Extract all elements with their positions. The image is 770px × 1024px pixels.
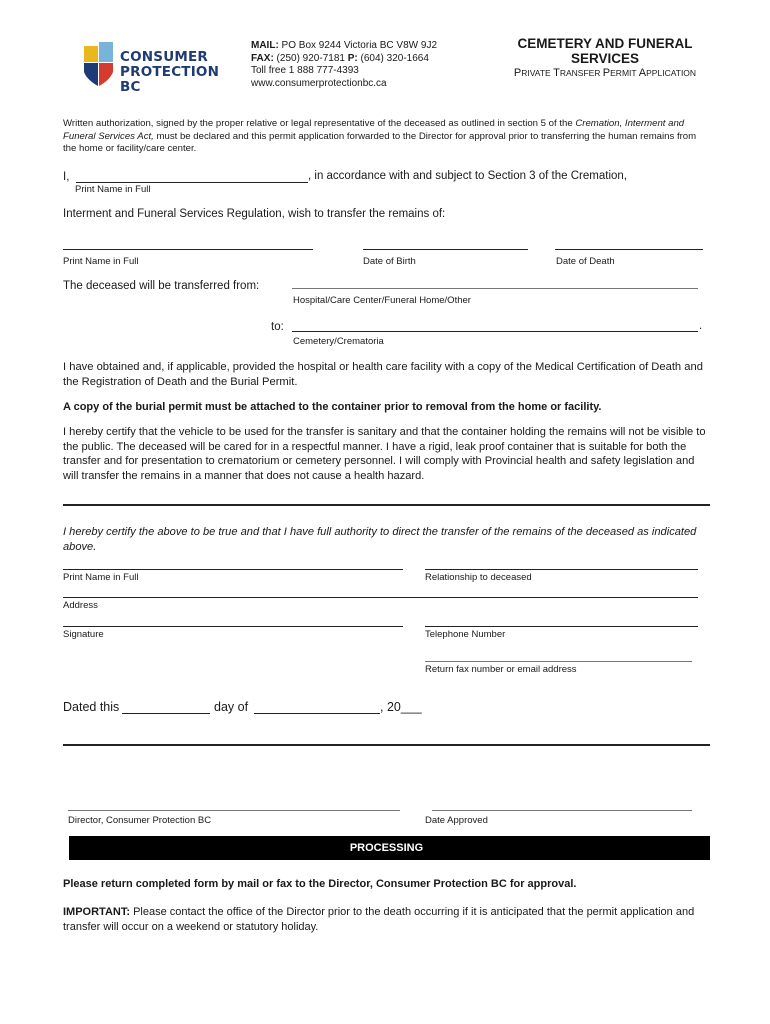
return-contact-caption: Return fax number or email address [425,664,577,675]
intro-text-a: Written authorization, signed by the proper relative or legal representative of the deceased as outlined in section 5 of the [63,118,576,129]
sub-7: A [638,67,647,79]
declarant-name-field[interactable] [76,182,308,183]
certify-true-paragraph: I hereby certify the above to be true and that I have full authority to direct the transfer of the remains of the deceased as indicated above. [63,526,697,553]
address-field[interactable] [63,597,698,598]
form-title-line-1: CEMETERY AND FUNERAL [517,36,693,51]
shield-icon [84,42,114,88]
sub-1: P [513,67,522,79]
section-divider [63,504,710,506]
consumer-protection-bc-logo [82,40,242,95]
sub-4: RANSFER [559,68,603,78]
day-field[interactable] [122,713,210,714]
telephone-field[interactable] [425,626,698,627]
intro-text-b: must be declared and this permit application forwarded to the Director for approval prior to transferring the human remains from the home or facility/care center. [63,130,697,154]
sub-5: P [602,67,611,79]
relationship-caption: Relationship to deceased [425,572,532,583]
return-note: Please return completed form by mail or fax to the Director, Consumer Protection BC for approval. [63,878,577,890]
signature-caption: Signature [63,629,104,640]
director-signature-field[interactable] [68,810,400,811]
regulation-text: Interment and Funeral Services Regulation, wish to transfer the remains of: [63,208,446,220]
transferred-from-label: The deceased will be transferred from: [63,280,260,292]
return-contact-field[interactable] [425,661,692,662]
date-of-death-field[interactable] [555,249,703,250]
deceased-name-caption: Print Name in Full [63,256,139,267]
accordance-text: , in accordance with and subject to Section 3 of the Cremation, [308,170,627,182]
certify-vehicle-paragraph: I hereby certify that the vehicle to be used for the transfer is sanitary and that the container holding the remains will not be visible to the public. The deceased will be cared for in a respectful manner. I have a rigid, leak proof container that is suitable for both the transfer and for presentation to crematorium or cemetery personnel. I will comply with Provincial health and safety legislation and will transfer the remains in a manner that does not cause a health hazard. [63,426,706,482]
date-of-death-caption: Date of Death [556,256,615,267]
form-title-line-2: SERVICES [570,51,640,66]
to-caption: Cemetery/Crematoria [293,336,384,347]
obtained-paragraph: I have obtained and, if applicable, provided the hospital or health care facility with a copy of the Medical Certification of Death and the Registration of Death and the Burial Permit. [63,361,703,388]
fax-line [251,53,437,66]
processing-bar [63,836,710,860]
date-of-birth-caption: Date of Birth [363,256,416,267]
dated-this-label: Dated this [63,700,120,714]
mail-value: PO Box 9244 Victoria BC V8W 9J2 [278,40,438,51]
logo-wordmark [120,50,242,95]
director-caption: Director, Consumer Protection BC [68,815,212,826]
logo-line-1: CONSUMER [120,49,209,65]
phone-label: P: [347,52,358,64]
from-caption: Hospital/Care Center/Funeral Home/Other [293,295,471,306]
toll-free: Toll free 1 888 777-4393 [251,65,359,76]
important-text: Please contact the office of the Director prior to the death occurring if it is anticipated that the permit application and transfer will occur on a weekend or statutory holiday. [63,906,695,933]
print-name-caption: Print Name in Full [75,184,151,195]
sub-6: ERMIT [610,68,639,78]
relationship-field[interactable] [425,569,698,570]
i-label: I, [63,171,70,183]
sub-3: T [553,67,560,79]
website: www.consumerprotectionbc.ca [251,77,387,89]
intro-paragraph [63,118,708,156]
contact-block [251,40,437,90]
month-field[interactable] [254,713,380,714]
mail-label: MAIL: [251,40,279,51]
fax-label: FAX: [251,52,274,64]
act-name: Cremation, Interment and Funeral Services Act, [63,118,685,142]
important-note [63,905,708,934]
form-subtitle [470,67,740,79]
form-title [470,36,740,66]
processing-label: PROCESSING [349,842,424,854]
sub-2: RIVATE [521,68,554,78]
day-of-label: day of [214,700,249,714]
mail-line [251,40,437,53]
date-approved-caption: Date Approved [425,815,488,826]
signature-field[interactable] [63,626,403,627]
address-caption: Address [63,600,98,611]
phone-value: (604) 320-1664 [357,52,429,64]
transfer-to-field[interactable] [292,331,698,332]
to-period: . [699,320,703,332]
year-field[interactable]: , 20___ [380,700,422,714]
transfer-from-field[interactable] [292,288,698,289]
approval-divider [63,744,710,746]
sub-8: PPLICATION [646,68,697,78]
burial-permit-notice: A copy of the burial permit must be attached to the container prior to removal from the home or facility. [63,401,602,413]
telephone-caption: Telephone Number [425,629,506,640]
signer-name-caption: Print Name in Full [63,572,139,583]
date-of-birth-field[interactable] [363,249,528,250]
to-label: to: [271,321,284,333]
logo-line-2: PROTECTION BC [120,64,220,95]
date-approved-field[interactable] [432,810,692,811]
important-label: IMPORTANT: [63,906,131,918]
fax-value: (250) 920-7181 [273,52,348,64]
deceased-name-field[interactable] [63,249,313,250]
signer-name-field[interactable] [63,569,403,570]
